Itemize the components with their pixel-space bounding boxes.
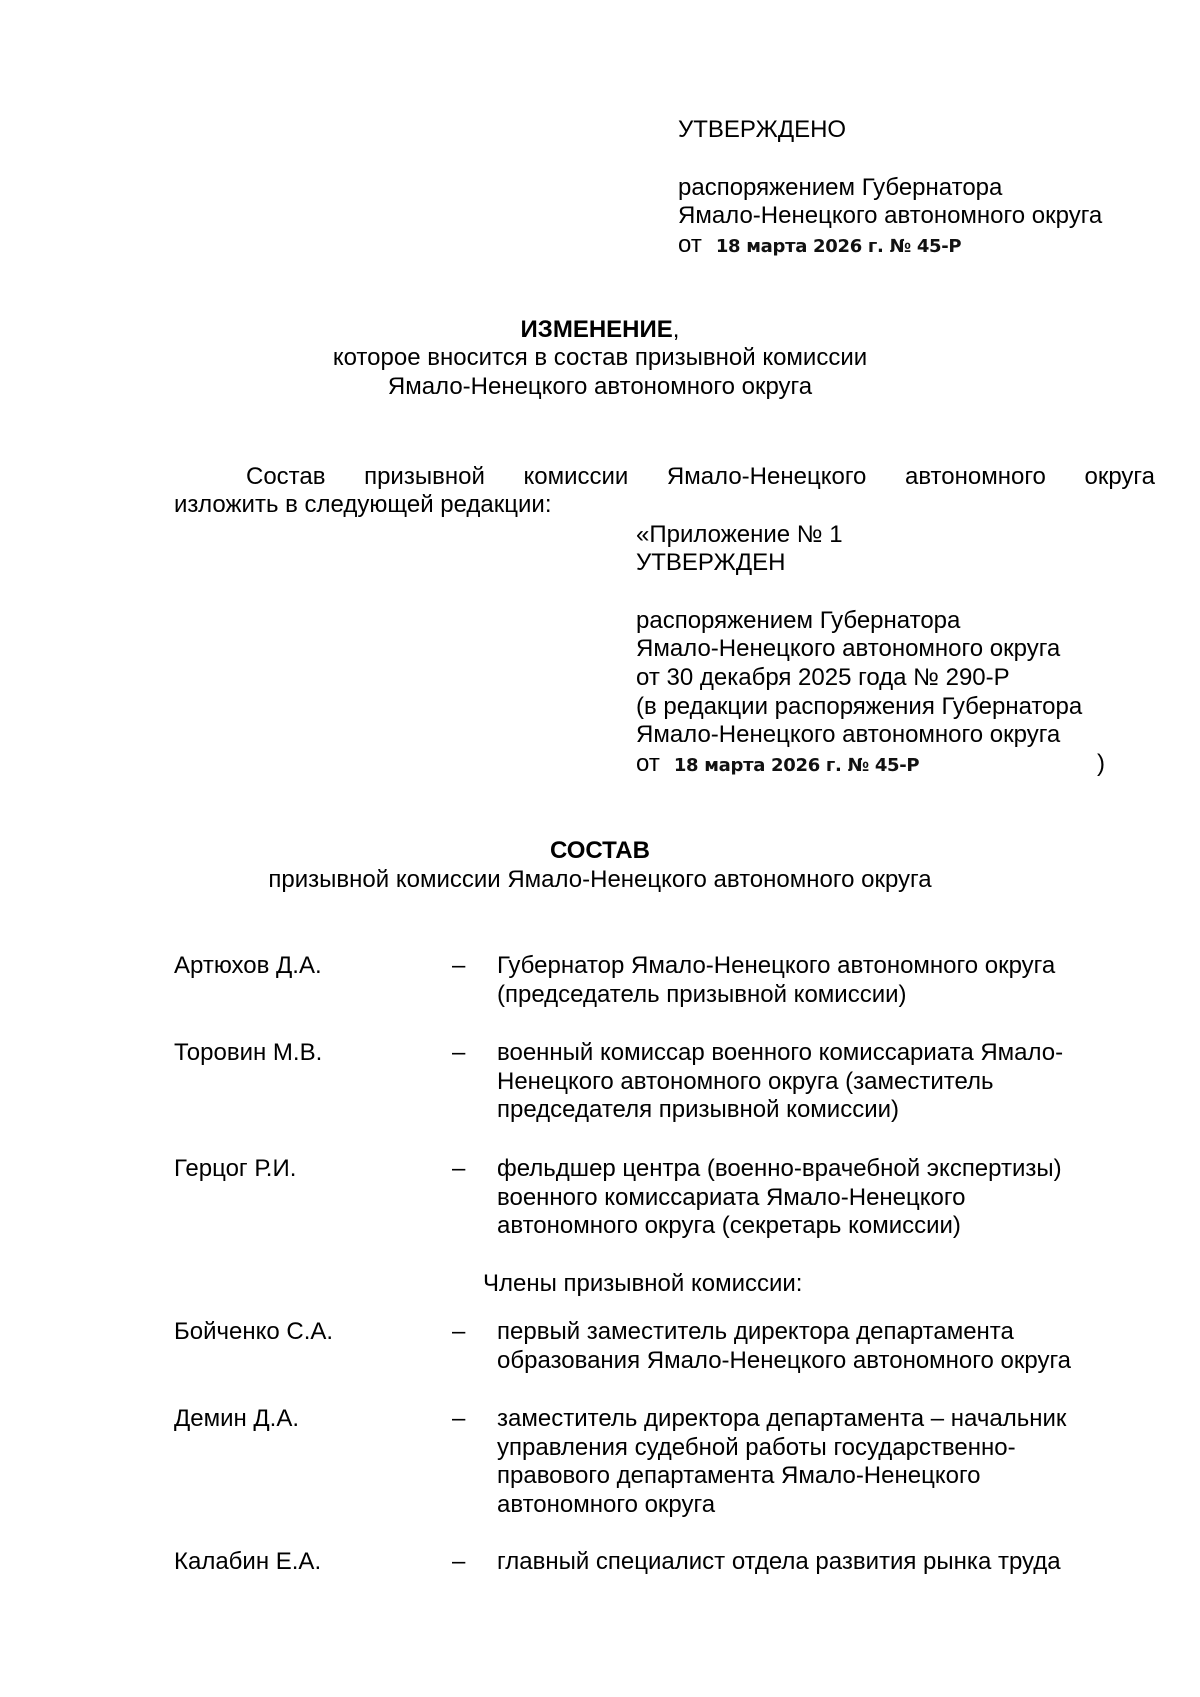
member-description-line: военный комиссар военного комиссариата Ямало-	[497, 1039, 1064, 1066]
body-paragraph-line-2: изложить в следующей редакции:	[174, 491, 552, 518]
member-description	[497, 1155, 1137, 1241]
member-description-line: военного комиссариата Ямало-Ненецкого	[497, 1183, 966, 1211]
member-description-line: главный специалист отдела развития рынка труда	[497, 1548, 1061, 1575]
member-dash: –	[452, 1155, 466, 1182]
member-description-line: Ненецкого автономного округа (заместитель	[497, 1067, 994, 1095]
body-paragraph-line-1	[174, 463, 1155, 491]
title-main: ИЗМЕНЕНИЕ	[520, 316, 673, 343]
appendix-line-2: УТВЕРЖДЕН	[636, 549, 786, 576]
appendix-line-7: Ямало-Ненецкого автономного округа	[636, 721, 1061, 748]
approval-line-2: Ямало-Ненецкого автономного округа	[678, 202, 1103, 229]
member-dash: –	[452, 952, 466, 979]
member-description-line: фельдшер центра (военно-врачебной экспертизы)	[497, 1155, 1062, 1182]
member-name: Калабин Е.А.	[174, 1548, 322, 1575]
member-description-line: Губернатор Ямало-Ненецкого автономного округа	[497, 952, 1056, 979]
member-description-line: автономного округа	[497, 1490, 716, 1518]
appendix-close-paren: )	[1097, 750, 1105, 777]
member-description-line: управления судебной работы государственно-	[497, 1433, 1016, 1461]
appendix-line-1: «Приложение № 1	[636, 521, 843, 548]
approval-from: от	[678, 231, 702, 258]
member-description	[497, 1405, 1137, 1519]
member-description	[497, 1318, 1137, 1375]
approval-line-1: распоряжением Губернатора	[678, 174, 1003, 201]
title-subtitle-2: Ямало-Ненецкого автономного округа	[387, 373, 813, 400]
member-description-line: заместитель директора департамента – начальник	[497, 1405, 1067, 1432]
appendix-date-line	[636, 750, 919, 780]
composition-title: СОСТАВ	[550, 837, 650, 864]
member-description-line: первый заместитель директора департамента	[497, 1318, 1014, 1345]
member-description-line: (председатель призывной комиссии)	[497, 980, 907, 1008]
member-description-line: образования Ямало-Ненецкого автономного округа	[497, 1346, 1072, 1374]
member-name: Демин Д.А.	[174, 1405, 300, 1432]
body-line-1-text: Состав призывной комиссии Ямало-Ненецкого автономного округа	[246, 463, 1155, 490]
member-description-line: председателя призывной комиссии)	[497, 1096, 900, 1123]
appendix-line-5: от 30 декабря 2025 года № 290-Р	[636, 664, 1010, 691]
approval-date-stamp: 18 марта 2026 г. № 45-Р	[715, 236, 962, 257]
title-subtitle-1: которое вносится в состав призывной комиссии	[332, 344, 868, 371]
member-dash: –	[452, 1318, 466, 1345]
member-dash: –	[452, 1548, 466, 1575]
member-description	[497, 1039, 1137, 1125]
member-name: Герцог Р.И.	[174, 1155, 297, 1182]
approval-date-line	[678, 231, 961, 261]
member-dash: –	[452, 1039, 466, 1066]
appendix-from: от	[636, 750, 660, 777]
title-comma: ,	[672, 316, 680, 343]
appendix-line-6: (в редакции распоряжения Губернатора	[636, 693, 1083, 720]
member-name: Бойченко С.А.	[174, 1318, 334, 1345]
member-name: Артюхов Д.А.	[174, 952, 322, 979]
appendix-date-stamp: 18 марта 2026 г. № 45-Р	[673, 755, 920, 776]
member-description	[497, 952, 1137, 1009]
appendix-line-4: Ямало-Ненецкого автономного округа	[636, 635, 1061, 662]
composition-subtitle: призывной комиссии Ямало-Ненецкого автономного округа	[268, 866, 932, 893]
member-description	[497, 1548, 1137, 1577]
approval-approved: УТВЕРЖДЕНО	[678, 116, 847, 143]
member-description-line: правового департамента Ямало-Ненецкого	[497, 1462, 981, 1489]
document-title	[0, 316, 1200, 344]
appendix-line-3: распоряжением Губернатора	[636, 607, 961, 634]
member-name: Торовин М.В.	[174, 1039, 323, 1066]
members-heading: Члены призывной комиссии:	[483, 1270, 803, 1297]
member-description-line: автономного округа (секретарь комиссии)	[497, 1212, 961, 1239]
member-dash: –	[452, 1405, 466, 1432]
